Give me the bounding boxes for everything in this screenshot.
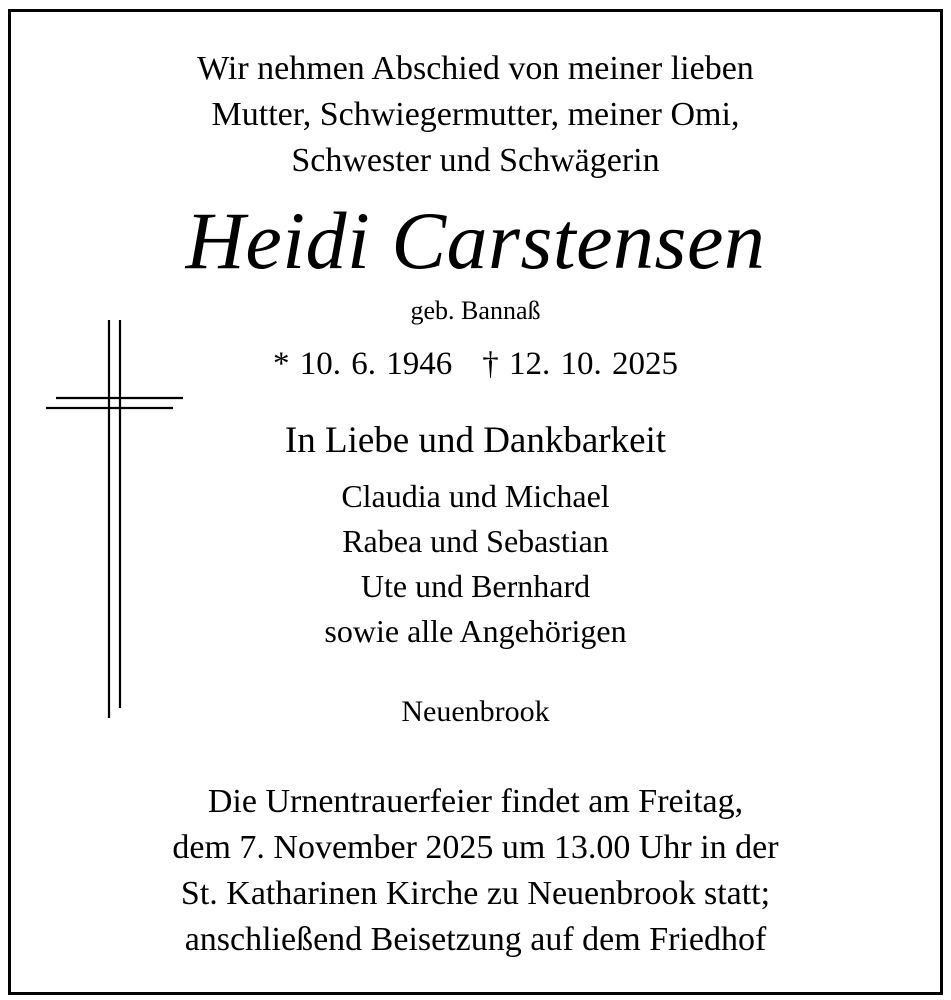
- birth-date: * 10. 6. 1946: [273, 346, 453, 382]
- death-date: † 12. 10. 2025: [482, 346, 678, 382]
- family-line-3: Ute und Bernhard: [360, 568, 591, 604]
- intro-line-2: Mutter, Schwiegermutter, meiner Omi,: [211, 96, 740, 133]
- place-name: Neuenbrook: [401, 695, 550, 728]
- service-line-3: St. Katharinen Kirche zu Neuenbrook statt;: [180, 875, 771, 912]
- intro-line-3: Schwester und Schwägerin: [291, 142, 660, 179]
- deceased-name: Heidi Carstensen: [185, 195, 766, 286]
- service-line-2: dem 7. November 2025 um 13.00 Uhr in der: [172, 829, 779, 866]
- birth-name: geb. Bannaß: [410, 296, 541, 325]
- family-line-2: Rabea und Sebastian: [342, 523, 609, 559]
- life-dates: [0, 348, 951, 381]
- family-line-4: sowie alle Angehörigen: [324, 613, 627, 649]
- thanks-heading: In Liebe und Dankbarkeit: [284, 420, 667, 461]
- intro-line-1: Wir nehmen Abschied von meiner lieben: [197, 50, 754, 87]
- service-line-1: Die Urnentrauerfeier findet am Freitag,: [207, 783, 744, 820]
- family-line-1: Claudia und Michael: [341, 478, 610, 514]
- service-line-4: anschließend Beisetzung auf dem Friedhof: [184, 921, 767, 958]
